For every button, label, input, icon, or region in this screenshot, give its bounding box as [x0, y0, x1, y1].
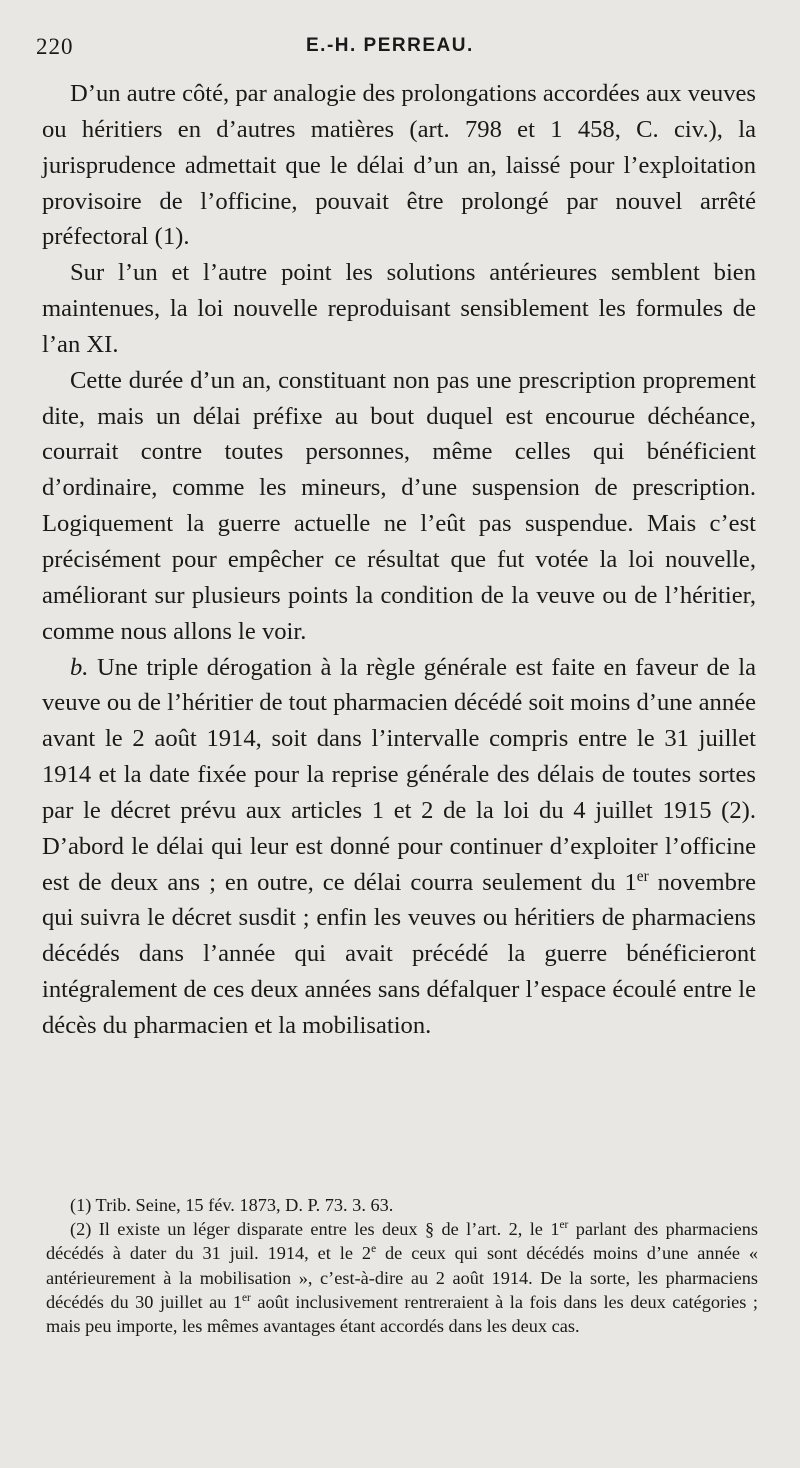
- footnote-text: de ceux qui sont décédés moins d’une année « antérieurement à la mobilisation », c’est-à-dire au 2 août 1914. De la sorte, les pharmaciens décédés du 30 juillet au 1: [46, 1243, 759, 1312]
- paragraph: D’un autre côté, par analogie des prolongations accordées aux veuves ou héritiers en d’autres matières (art. 798 et 1 458, C. civ.), la jurisprudence admettait que le délai d’un an, laissé pour l’exploitation provisoire de l’officine, pouvait être prolongé par nouvel arrêté préfectoral (1).: [42, 80, 756, 251]
- paragraph-text: Une triple dérogation à la règle générale est faite en faveur de la veuve ou de l’héritier de tout pharmacien décédé soit moins d’une année avant le 2 août 1914, soit dans l’intervalle compris entre le 31 juillet 1914 et la date fixée pour la reprise générale des délais de toutes sortes par le décret prévu aux articles 1 et 2 de la loi du 4 juillet 1915 (2). D’abord le délai qui leur est donné pour continuer d’exploiter l’officine est de deux ans ; en outre, ce délai courra seulement du 1: [42, 653, 756, 896]
- footnote: (1) Trib. Seine, 15 fév. 1873, D. P. 73. 3. 63.: [70, 1195, 394, 1215]
- paragraph: Sur l’un et l’autre point les solutions antérieures semblent bien maintenues, la loi nouvelle reproduisant sensiblement les formules de l’an XI.: [42, 259, 756, 358]
- section-label: b.: [70, 653, 89, 681]
- superscript: er: [242, 1291, 251, 1304]
- superscript: e: [371, 1243, 377, 1256]
- footnotes: [46, 1193, 758, 1338]
- superscript: er: [559, 1219, 569, 1232]
- paragraph: [42, 650, 756, 1044]
- page-number: 220: [36, 34, 74, 59]
- paragraph: Cette durée d’un an, constituant non pas une prescription proprement dite, mais un délai préfixe au bout duquel est encourue déchéance, courrait contre toutes personnes, même celles qui bénéficient d’ordinaire, comme les mineurs, d’une suspension de prescription. Logiquement la guerre actuelle ne l’eût pas suspendue. Mais c’est précisément pour empêcher ce résultat que fut votée la loi nouvelle, améliorant sur plusieurs points la condition de la veuve ou de l’héritier, comme nous allons le voir.: [42, 366, 756, 645]
- paragraph-text: novembre qui suivra le décret susdit ; enfin les veuves ou héritiers de pharmaciens décédés dans l’année qui avait précédé la guerre bénéficieront intégralement de ces deux années sans défalquer l’espace écoulé entre le décès du pharmacien et la mobilisation.: [42, 868, 756, 1039]
- footnote-text: parlant des pharmaciens décédés à dater du 31 juil. 1914, et le 2: [46, 1219, 759, 1264]
- footnote-text: (2) Il existe un léger disparate entre les deux § de l’art. 2, le 1: [70, 1219, 560, 1240]
- main-text: [42, 76, 756, 1044]
- running-head: E.-H. PERREAU.: [306, 35, 474, 56]
- footnote-text: août inclusivement rentreraient à la fois dans les deux catégories ; mais peu importe, les mêmes avantages étant accordés dans les deux cas.: [46, 1291, 759, 1337]
- superscript: er: [636, 867, 649, 885]
- footnote: [46, 1217, 758, 1338]
- page-header: [36, 34, 756, 64]
